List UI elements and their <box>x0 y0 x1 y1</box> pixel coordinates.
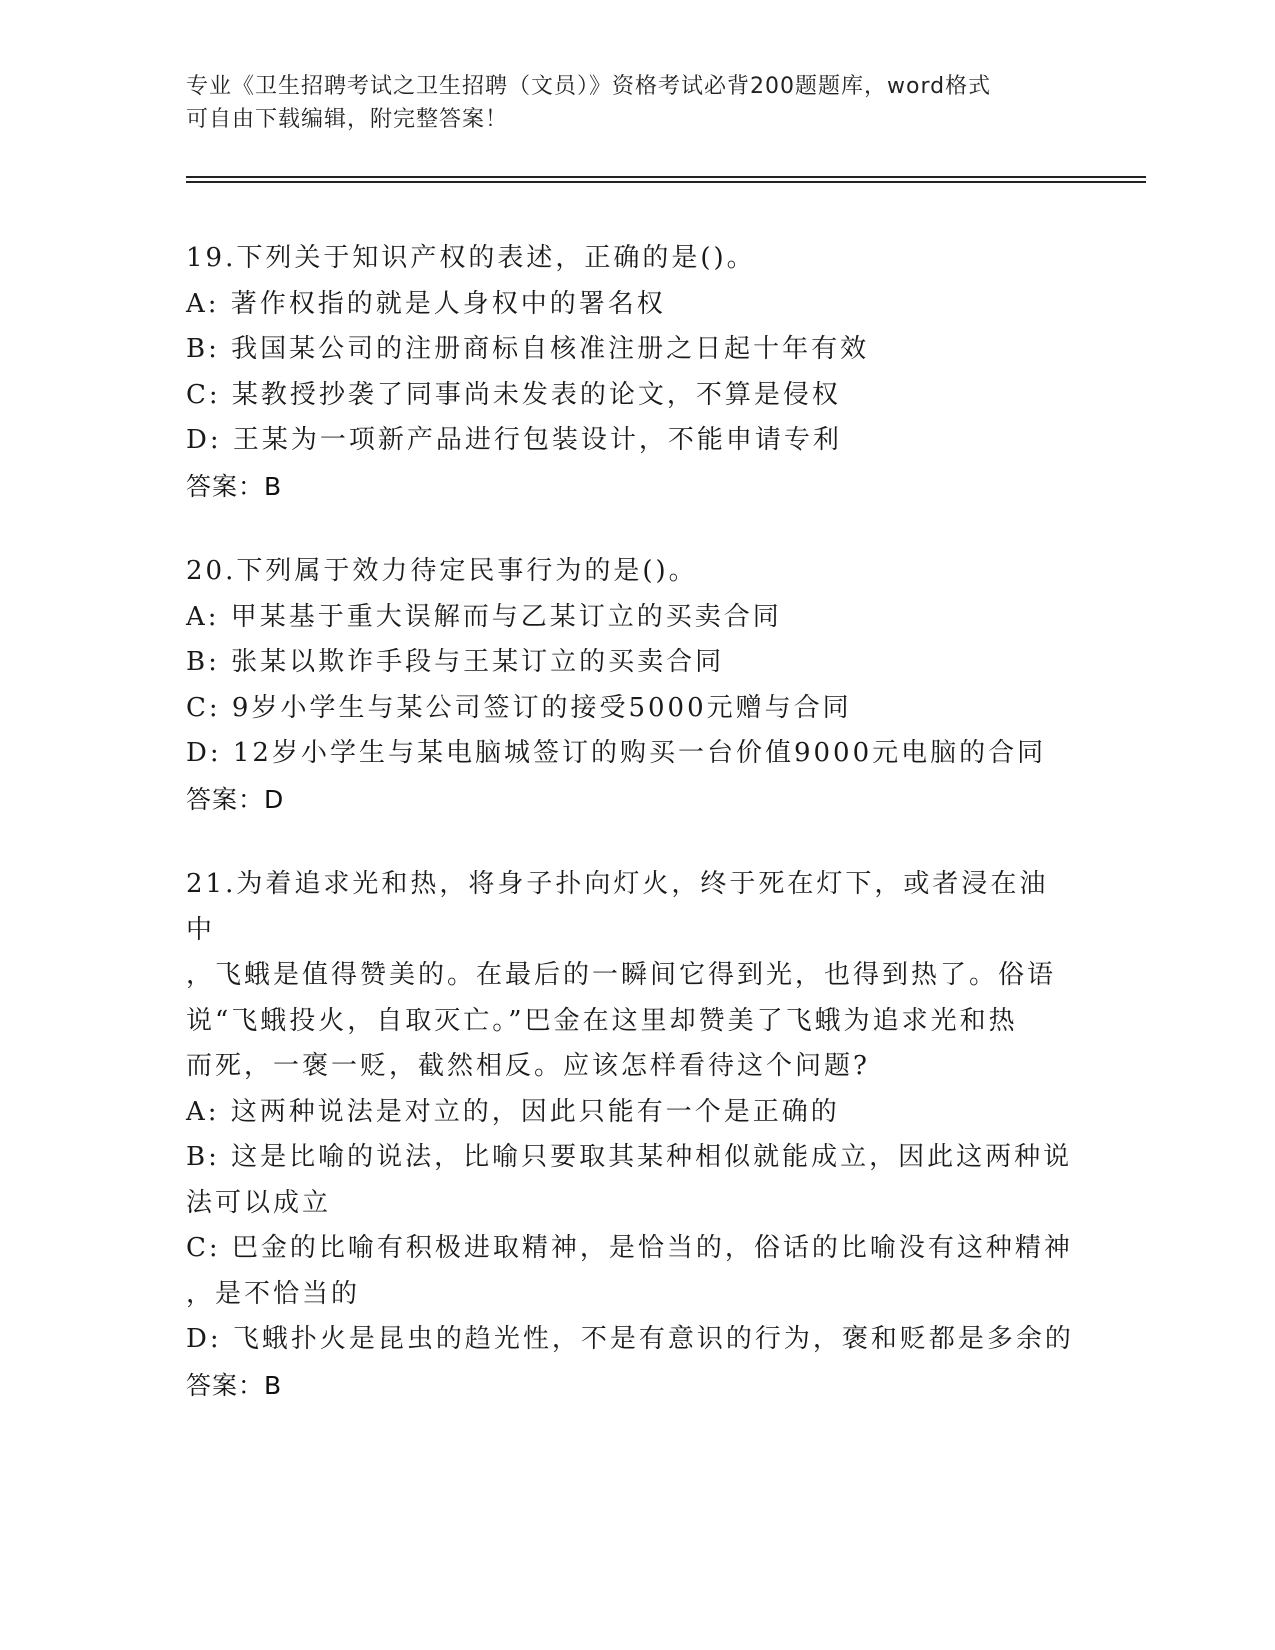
option-line: D: 飞蛾扑火是昆虫的趋光性，不是有意识的行为，褒和贬都是多余的 <box>186 1324 1074 1354</box>
question-stem-line: 20.下列属于效力待定民事行为的是()。 <box>186 556 698 586</box>
question-block <box>186 862 1076 1408</box>
question-stem-line: 说“飞蛾投火，自取灭亡。”巴金在这里却赞美了飞蛾为追求光和热 <box>186 1005 1018 1036</box>
option-line: B: 这是比喻的说法，比喻只要取其某种相似就能成立，因此这两种说 <box>186 1142 1073 1172</box>
option-line: B: 我国某公司的注册商标自核准注册之日起十年有效 <box>186 334 870 364</box>
header-line-2: 可自由下载编辑，附完整答案！ <box>186 107 509 132</box>
option-line: C: 某教授抄袭了同事尚未发表的论文，不算是侵权 <box>186 379 841 410</box>
option-line: B: 张某以欺诈手段与王某订立的买卖合同 <box>186 647 725 677</box>
option-line: C: 巴金的比喻有积极进取精神，是恰当的，俗话的比喻没有这种精神 <box>186 1233 1073 1263</box>
header-line-1: 专业《卫生招聘考试之卫生招聘（文员）》资格考试必背200题题库，word格式 <box>186 74 992 99</box>
header-divider-bottom <box>186 181 1146 183</box>
answer-line: 答案：B <box>186 471 283 501</box>
question-stem-line: 21.为着追求光和热，将身子扑向灯火，终于死在灯下，或者浸在油中 <box>186 869 1049 945</box>
answer-line: 答案：D <box>186 784 285 814</box>
option-line: D: 12岁小学生与某电脑城签订的购买一台价值9000元电脑的合同 <box>186 738 1047 768</box>
option-line: D: 王某为一项新产品进行包装设计，不能申请专利 <box>186 425 842 455</box>
question-block <box>186 549 1076 822</box>
option-line: 法可以成立 <box>186 1187 332 1218</box>
question-stem-line: ，飞蛾是值得赞美的。在最后的一瞬间它得到光，也得到热了。俗语 <box>186 960 1057 990</box>
option-line: C: 9岁小学生与某公司签订的接受5000元赠与合同 <box>186 692 852 723</box>
option-line: A: 著作权指的就是人身权中的署名权 <box>186 288 666 319</box>
document-header <box>186 70 1066 136</box>
option-line: ，是不恰当的 <box>186 1278 361 1309</box>
option-line: A: 甲某基于重大误解而与乙某订立的买卖合同 <box>186 601 782 632</box>
question-stem-line: 19.下列关于知识产权的表述，正确的是()。 <box>186 243 756 273</box>
option-line: A: 这两种说法是对立的，因此只能有一个是正确的 <box>186 1096 840 1127</box>
question-stem-line: 而死，一褒一贬，截然相反。应该怎样看待这个问题? <box>186 1051 870 1081</box>
question-block <box>186 236 1076 509</box>
question-list <box>186 236 1076 1448</box>
header-divider-top <box>186 176 1146 178</box>
answer-line: 答案：B <box>186 1370 283 1400</box>
